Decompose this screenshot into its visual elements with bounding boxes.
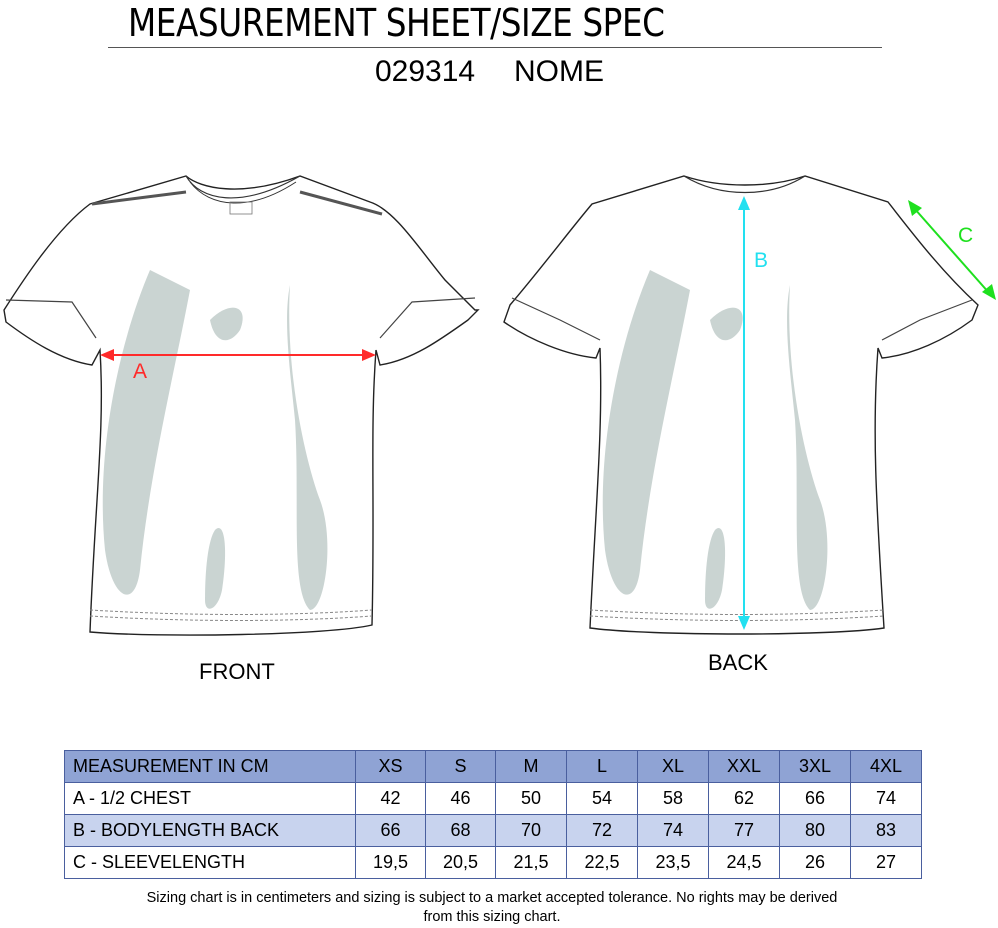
table-cell: 80: [780, 815, 851, 847]
table-cell: 24,5: [709, 847, 780, 879]
table-row: [65, 847, 922, 879]
size-header: XL: [638, 751, 709, 783]
table-cell: 66: [356, 815, 426, 847]
row-label: B - BODYLENGTH BACK: [65, 815, 356, 847]
table-cell: 46: [426, 783, 496, 815]
measurement-header: MEASUREMENT IN CM: [65, 751, 356, 783]
garment-drawings: [0, 170, 998, 650]
table-cell: 83: [851, 815, 922, 847]
size-header: S: [426, 751, 496, 783]
back-view-label: BACK: [708, 650, 768, 675]
table-cell: 42: [356, 783, 426, 815]
table-cell: 74: [638, 815, 709, 847]
table-cell: 62: [709, 783, 780, 815]
table-cell: 68: [426, 815, 496, 847]
size-spec-table: [64, 750, 921, 879]
front-view-label: FRONT: [199, 659, 275, 684]
table-cell: 50: [496, 783, 567, 815]
table-cell: 27: [851, 847, 922, 879]
size-header: XXL: [709, 751, 780, 783]
table-cell: 74: [851, 783, 922, 815]
table-cell: 54: [567, 783, 638, 815]
size-header: 3XL: [780, 751, 851, 783]
table-cell: 58: [638, 783, 709, 815]
table-cell: 70: [496, 815, 567, 847]
title-divider: [108, 47, 882, 48]
size-header: L: [567, 751, 638, 783]
size-header: 4XL: [851, 751, 922, 783]
table-cell: 21,5: [496, 847, 567, 879]
size-header: M: [496, 751, 567, 783]
page-title: MEASUREMENT SHEET/SIZE SPEC: [128, 1, 665, 45]
row-label: A - 1/2 CHEST: [65, 783, 356, 815]
row-label: C - SLEEVELENGTH: [65, 847, 356, 879]
article-name: NOME: [514, 55, 604, 88]
size-header: XS: [356, 751, 426, 783]
table-cell: 77: [709, 815, 780, 847]
marker-a-letter: A: [133, 360, 148, 383]
table-cell: 26: [780, 847, 851, 879]
table-cell: 23,5: [638, 847, 709, 879]
table-cell: 20,5: [426, 847, 496, 879]
sizing-disclaimer: Sizing chart is in centimeters and sizing is subject to a market accepted tolerance. No rights may be derived from this sizing chart.: [146, 890, 838, 925]
table-cell: 72: [567, 815, 638, 847]
table-header-row: [65, 751, 922, 783]
table-cell: 22,5: [567, 847, 638, 879]
back-shirt: [504, 176, 996, 634]
front-shirt: [4, 176, 478, 635]
marker-b-letter: B: [754, 249, 769, 272]
table-cell: 19,5: [356, 847, 426, 879]
article-code: 029314: [375, 55, 476, 88]
table-row: [65, 815, 922, 847]
table-cell: 66: [780, 783, 851, 815]
table-row: [65, 783, 922, 815]
marker-c-letter: C: [958, 224, 974, 247]
